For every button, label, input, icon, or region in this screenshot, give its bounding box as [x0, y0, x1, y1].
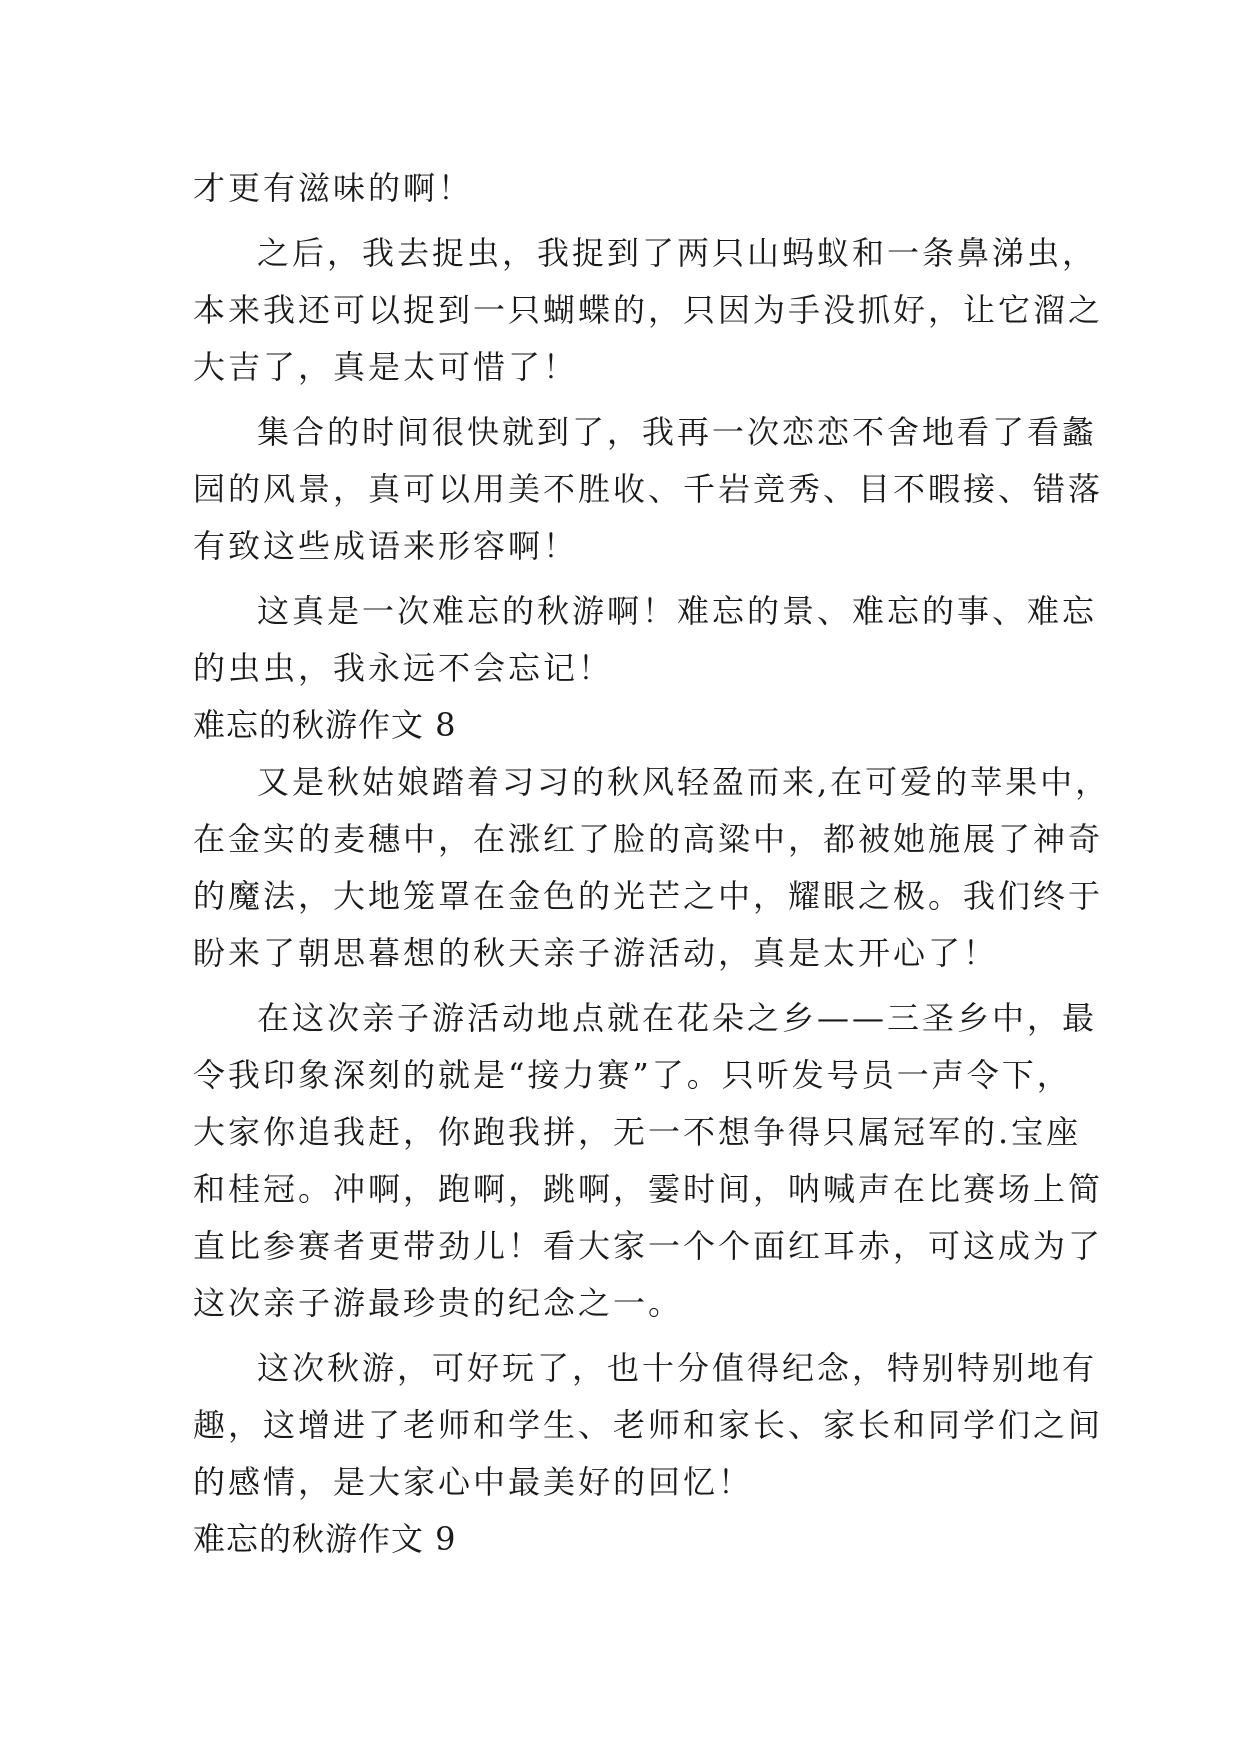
text-line: 之后，我去捉虫，我捉到了两只山蚂蚁和一条鼻涕虫， — [257, 234, 1098, 272]
text-line: 大吉了，真是太可惜了！ — [193, 348, 579, 386]
text-line: 集合的时间很快就到了，我再一次恋恋不舍地看了看蠡 — [257, 413, 1098, 451]
text-line: 大家你追我赶，你跑我拼，无一不想争得只属冠军的.宝座 — [193, 1113, 1082, 1151]
paragraph — [193, 1340, 1104, 1511]
paragraph — [193, 583, 1098, 697]
text-line: 有致这些成语来形容啊！ — [193, 527, 579, 565]
text-line: 这次秋游，可好玩了，也十分值得纪念，特别特别地有 — [257, 1349, 1098, 1387]
text-line: 又是秋姑娘踏着习习的秋风轻盈而来,在可爱的苹果中， — [257, 763, 1111, 801]
text-line: 在这次亲子游活动地点就在花朵之乡——三圣乡中，最 — [257, 999, 1098, 1037]
text-line: 的感情，是大家心中最美好的回忆！ — [193, 1463, 754, 1501]
text-line: 和桂冠。冲啊，跑啊，跳啊，霎时间，呐喊声在比赛场上简 — [193, 1170, 1104, 1208]
text-line: 在金实的麦穗中，在涨红了脸的高粱中，都被她施展了神奇 — [193, 820, 1104, 858]
section-heading — [193, 697, 1073, 754]
text-line: 才更有滋味的啊！ — [193, 169, 474, 207]
paragraph — [193, 754, 1111, 982]
heading-text: 难忘的秋游作文 8 — [193, 706, 457, 744]
paragraph — [193, 990, 1104, 1332]
text-line: 本来我还可以捉到一只蝴蝶的，只因为手没抓好，让它溜之 — [193, 291, 1104, 329]
text-line: 这次亲子游最珍贵的纪念之一。 — [193, 1284, 684, 1322]
text-line: 的魔法，大地笼罩在金色的光芒之中，耀眼之极。我们终于 — [193, 877, 1104, 915]
text-line: 的虫虫，我永远不会忘记！ — [193, 649, 614, 687]
text-line: 这真是一次难忘的秋游啊！难忘的景、难忘的事、难忘 — [257, 592, 1098, 630]
text-line: 园的风景，真可以用美不胜收、千岩竞秀、目不暇接、错落 — [193, 470, 1104, 508]
text-line: 盼来了朝思暮想的秋天亲子游活动，真是太开心了！ — [193, 934, 999, 972]
document-body — [193, 160, 1111, 1568]
paragraph — [193, 404, 1104, 575]
text-line: 趣，这增进了老师和学生、老师和家长、家长和同学们之间 — [193, 1406, 1104, 1444]
heading-text: 难忘的秋游作文 9 — [193, 1520, 457, 1558]
paragraph — [193, 160, 1073, 217]
text-line: 直比参赛者更带劲儿！看大家一个个面红耳赤，可这成为了 — [193, 1227, 1104, 1265]
section-heading — [193, 1511, 1073, 1568]
paragraph — [193, 225, 1104, 396]
text-line: 令我印象深刻的就是“接力赛”了。只听发号员一声令下， — [193, 1056, 1072, 1094]
